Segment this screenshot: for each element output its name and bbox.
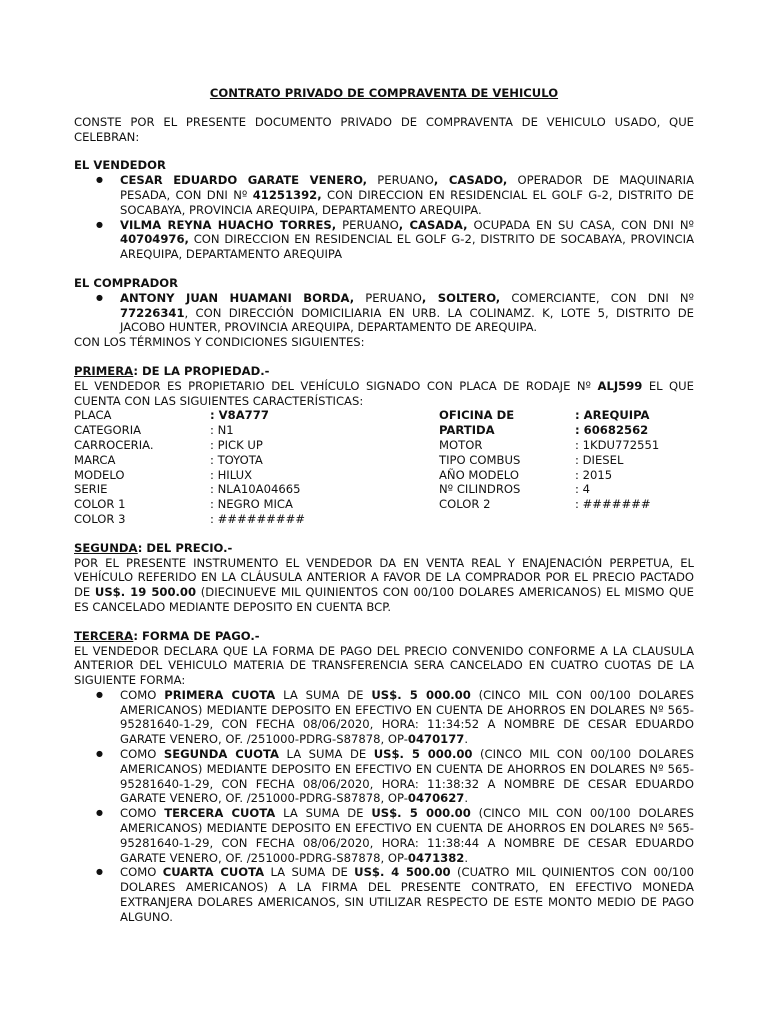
- party-name: CESAR EDUARDO GARATE VENERO,: [120, 173, 368, 188]
- installment-text: LA SUMA DE: [278, 747, 374, 762]
- installment-text: (CINCO MIL CON 00/100 DOLARES AMERICANOS) MEDIANTE DEPOSITO EN EFECTIVO EN CUENTA DE AHORROS EN DOLARES Nº 565-95281640-1-29, CON FECHA 08/06/2020, HORA: 11:34:52 A NOMBRE DE CESAR EDUARDO GARATE VENERO, OF. /251000-PDRG-S87878, OP-: [120, 687, 694, 747]
- clause-segunda-heading: [74, 541, 694, 556]
- spec-label: AÑO MODELO: [439, 467, 519, 482]
- installment-text: .: [464, 791, 469, 806]
- installment-text: LA SUMA DE: [275, 806, 372, 821]
- party-name: ANTONY JUAN HUAMANI BORDA,: [120, 290, 355, 305]
- spec-value: : PICK UP: [210, 437, 263, 452]
- spec-value: : AREQUIPA: [575, 408, 650, 423]
- spec-label: SERIE: [74, 482, 108, 497]
- spec-label: CARROCERIA.: [74, 437, 154, 452]
- spec-label: PARTIDA: [439, 423, 495, 438]
- spec-value: : 2015: [575, 467, 613, 482]
- spec-row: [74, 453, 694, 468]
- spec-label: CATEGORIA: [74, 423, 142, 438]
- spec-value: : V8A777: [210, 408, 269, 423]
- party-status: , CASADA,: [398, 217, 468, 232]
- party-text: OCUPADA EN SU CASA, CON DNI Nº: [467, 217, 695, 232]
- party-text: PERUANO: [354, 290, 422, 305]
- terms-line: CON LOS TÉRMINOS Y CONDICIONES SIGUIENTES:: [74, 335, 365, 350]
- seller-heading: EL VENDEDOR: [74, 158, 166, 173]
- vehicle-specs-table: [74, 408, 694, 526]
- installment-text: (CUATRO MIL QUINIENTOS CON 00/100 DOLARES AMERICANOS) A LA FIRMA DEL PRESENTE CONTRATO, EN EFECTIVO MONEDA EXTRANJERA DOLARES AMERICANOS, SIN UTILIZAR RESPECTO DE ESTE MONTO MEDIO DE PAGO ALGUNO.: [120, 865, 694, 924]
- spec-row: [74, 423, 694, 438]
- installment-text: LA SUMA DE: [264, 865, 355, 880]
- spec-row: [74, 408, 694, 423]
- party-text: OPERADOR DE MAQUINARIA PESADA, CON DNI Nº: [120, 173, 694, 202]
- party-name: VILMA REYNA HUACHO TORRES,: [120, 217, 337, 232]
- spec-value: : DIESEL: [575, 452, 624, 467]
- clause-title: : DEL PRECIO.-: [137, 540, 233, 555]
- buyer-heading: EL COMPRADOR: [74, 275, 179, 290]
- installment-label: SEGUNDA CUOTA: [163, 747, 279, 762]
- installment-text: .: [464, 850, 469, 865]
- spec-label: COLOR 2: [439, 497, 491, 512]
- seller-item: [120, 218, 694, 262]
- installment-amount: US$. 5 000.00: [373, 747, 473, 762]
- installment-amount: US$. 5 000.00: [371, 687, 471, 702]
- clause-title: : FORMA DE PAGO.-: [133, 628, 260, 643]
- installment-text: .: [464, 732, 469, 747]
- installment-text: COMO: [120, 806, 165, 821]
- clause-primera-heading: [74, 364, 694, 379]
- spec-value: : 60682562: [575, 423, 649, 438]
- clause-segunda-text: [74, 556, 694, 615]
- spec-value: : #######: [575, 497, 651, 512]
- installment-item: [120, 865, 694, 924]
- spec-label: [439, 512, 575, 527]
- spec-row: [74, 482, 694, 497]
- operation-number: 0470627: [407, 791, 465, 806]
- spec-label: TIPO COMBUS: [439, 452, 521, 467]
- spec-row: [74, 438, 694, 453]
- installment-text: (CINCO MIL CON 00/100 DOLARES AMERICANOS) MEDIANTE DEPOSITO EN EFECTIVO EN CUENTA DE AHORROS EN DOLARES Nº 565-95281640-1-29, CON FECHA 08/06/2020, HORA: 11:38:32 A NOMBRE DE CESAR EDUARDO GARATE VENERO, OF. /251000-PDRG-S87878, OP-: [120, 747, 694, 806]
- installment-label: CUARTA CUOTA: [162, 865, 265, 880]
- spec-value: : NLA10A04665: [210, 482, 301, 497]
- clause-tercera-heading: [74, 629, 694, 644]
- spec-value: : NEGRO MICA: [210, 497, 293, 512]
- buyer-list: [74, 291, 694, 335]
- clause-text: (DIECINUEVE MIL QUINIENTOS CON 00/100 DOLARES AMERICANOS) EL MISMO QUE ES CANCELADO MEDIANTE DEPOSITO EN CUENTA BCP.: [74, 585, 694, 614]
- seller-list: [74, 173, 694, 262]
- spec-value: : 4: [575, 482, 590, 497]
- party-status: , SOLTERO,: [421, 290, 501, 305]
- installment-amount: US$. 5 000.00: [371, 806, 471, 821]
- plate-number: ALJ599: [597, 378, 643, 393]
- party-text: PERUANO: [367, 173, 434, 188]
- spec-row: [74, 512, 694, 527]
- installment-label: TERCERA CUOTA: [164, 806, 276, 821]
- party-text: COMERCIANTE, CON DNI Nº: [500, 290, 695, 305]
- clause-text: EL QUE CUENTA CON LAS SIGUIENTES CARACTERÍSTICAS:: [74, 378, 694, 408]
- clause-label: SEGUNDA: [74, 540, 138, 555]
- party-address: CON DIRECCION EN RESIDENCIAL EL GOLF G-2, DISTRITO DE SOCABAYA, PROVINCIA AREQUIPA, DEPARTAMENTO AREQUIPA: [120, 232, 694, 262]
- spec-label: MARCA: [74, 452, 116, 467]
- operation-number: 0470177: [407, 732, 465, 747]
- price-amount: US$. 19 500.00: [94, 585, 197, 600]
- contract-title: CONTRATO PRIVADO DE COMPRAVENTA DE VEHICULO: [209, 86, 559, 100]
- spec-row: [74, 497, 694, 512]
- spec-label: PLACA: [74, 408, 112, 423]
- installment-item: [120, 747, 694, 806]
- operation-number: 0471382: [407, 850, 465, 865]
- installment-text: COMO: [120, 865, 163, 880]
- party-address: , CON DIRECCIÓN DOMICILIARIA EN URB. LA COLINAMZ. K, LOTE 5, DISTRITO DE JACOBO HUNTER, PROVINCIA AREQUIPA, DEPARTAMENTO DE AREQUIPA.: [120, 305, 694, 335]
- party-dni: 41251392,: [252, 187, 322, 202]
- spec-label: MOTOR: [439, 437, 483, 452]
- clause-text: EL VENDEDOR ES PROPIETARIO DEL VEHÍCULO SIGNADO CON PLACA DE RODAJE Nº: [74, 378, 598, 393]
- spec-value: : HILUX: [210, 467, 253, 482]
- spec-label: COLOR 3: [74, 511, 126, 526]
- clause-primera-text: [74, 379, 694, 409]
- clause-title: : DE LA PROPIEDAD.-: [133, 363, 270, 378]
- document-body: [74, 86, 694, 925]
- clause-label: PRIMERA: [74, 363, 134, 378]
- spec-label: Nº CILINDROS: [439, 482, 521, 497]
- clause-tercera-text: EL VENDEDOR DECLARA QUE LA FORMA DE PAGO DEL PRECIO CONVENIDO CONFORME A LA CLAUSULA ANTERIOR DEL VEHICULO MATERIA DE TRANSFERENCIA SERA CANCELADO EN CUATRO CUOTAS DE LA SIGUIENTE FORMA:: [74, 643, 694, 688]
- clause-text: POR EL PRESENTE INSTRUMENTO EL VENDEDOR DA EN VENTA REAL Y ENAJENACIÓN PERPETUA, EL VEHÍCULO REFERIDO EN LA CLÁUSULA ANTERIOR A FAVOR DE LA COMPRADOR POR EL PRECIO PACTADO DE: [74, 555, 694, 600]
- spec-value: : #########: [210, 511, 306, 526]
- party-dni: 77226341: [120, 305, 185, 320]
- installment-text: (CINCO MIL CON 00/100 DOLARES AMERICANOS) MEDIANTE DEPOSITO EN EFECTIVO EN CUENTA DE AHORROS EN DOLARES Nº 565-95281640-1-29, CON FECHA 08/06/2020, HORA: 11:38:44 A NOMBRE DE CESAR EDUARDO GARATE VENERO, OF. /251000-PDRG-S87878, OP-: [120, 806, 694, 865]
- spec-label: MODELO: [74, 467, 125, 482]
- spec-value: : TOYOTA: [210, 452, 263, 467]
- spec-value: : N1: [210, 423, 234, 438]
- seller-item: [120, 173, 694, 217]
- installment-text: LA SUMA DE: [275, 687, 372, 702]
- installment-label: PRIMERA CUOTA: [164, 687, 276, 702]
- buyer-item: [120, 291, 694, 335]
- clause-label: TERCERA: [74, 628, 134, 643]
- installment-item: [120, 806, 694, 865]
- party-dni: 40704976,: [120, 232, 189, 247]
- party-address: CON DIRECCION EN RESIDENCIAL EL GOLF G-2, DISTRITO DE SOCABAYA, PROVINCIA AREQUIPA, DEPARTAMENTO AREQUIPA.: [120, 187, 694, 217]
- intro-paragraph: CONSTE POR EL PRESENTE DOCUMENTO PRIVADO DE COMPRAVENTA DE VEHICULO USADO, QUE CELEBRAN:: [74, 114, 694, 144]
- party-status: , CASADO,: [433, 173, 508, 188]
- installment-text: COMO: [120, 747, 164, 762]
- spec-label: OFICINA DE: [439, 408, 515, 423]
- installment-amount: US$. 4 500.00: [354, 865, 451, 880]
- installment-text: COMO: [120, 687, 165, 702]
- spec-label: COLOR 1: [74, 497, 126, 512]
- spec-row: [74, 468, 694, 483]
- installments-list: [74, 688, 694, 925]
- spec-value: : 1KDU772551: [575, 437, 660, 452]
- spec-value: [575, 512, 694, 527]
- installment-item: [120, 688, 694, 747]
- party-text: PERUANO: [336, 217, 399, 232]
